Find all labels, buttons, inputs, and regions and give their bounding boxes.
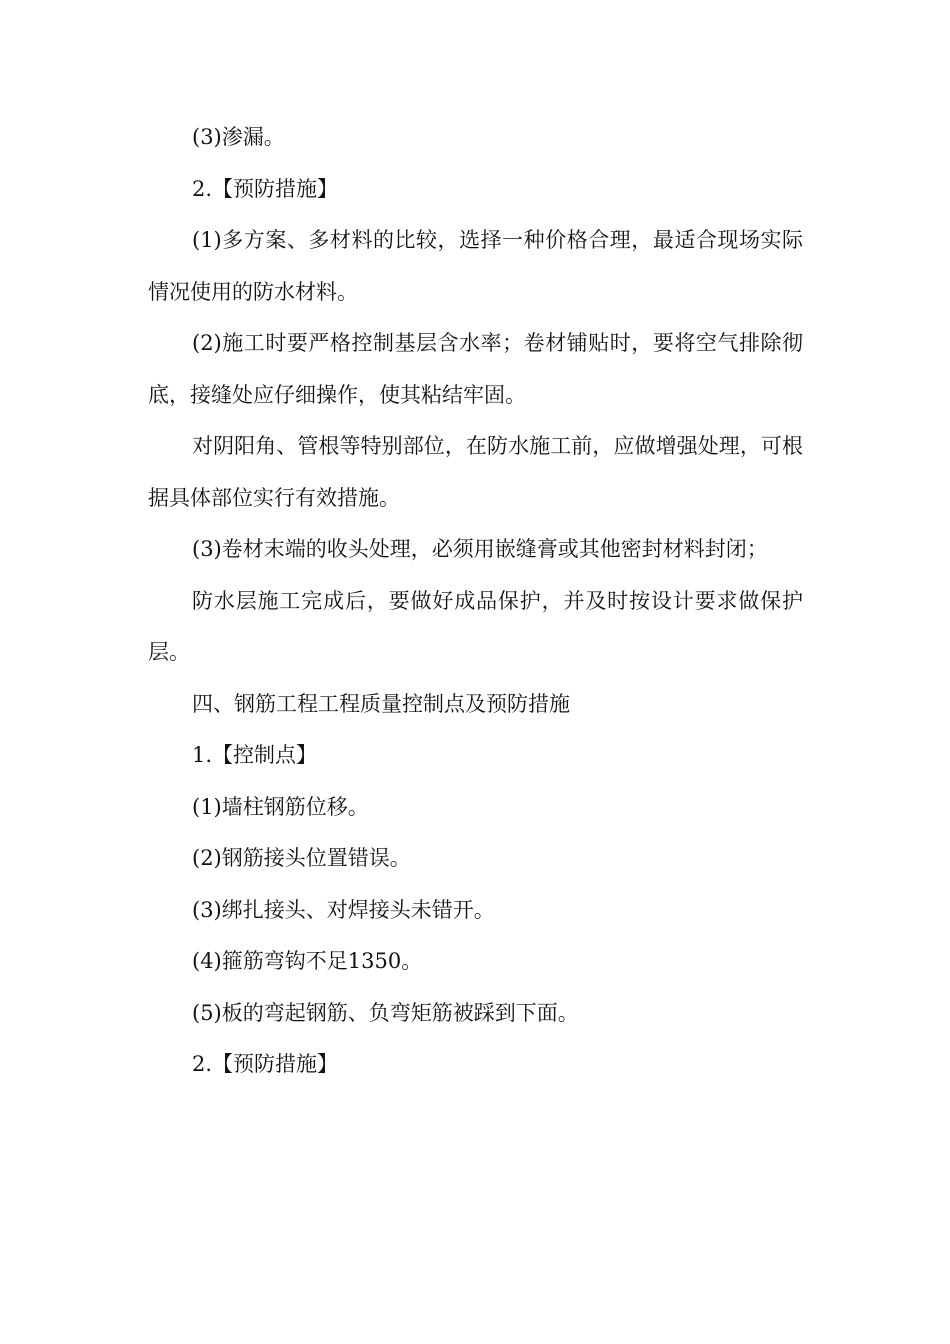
- paragraph-joint-staggering: (3)绑扎接头、对焊接头未错开。: [192, 897, 495, 922]
- paragraph-stirrup-hook: (4)箍筋弯钩不足1350。: [192, 949, 423, 973]
- document-body: [148, 112, 803, 1091]
- paragraph-bent-rebar: (5)板的弯起钢筋、负弯矩筋被踩到下面。: [192, 1000, 579, 1025]
- paragraph-protection-layer: 防水层施工完成后，要做好成品保护，并及时按设计要求做保护层。: [148, 588, 803, 664]
- paragraph-moisture-control: (2)施工时要严格控制基层含水率；卷材铺贴时，要将空气排除彻底，接缝处应仔细操作，使其粘结牢固。: [148, 331, 803, 407]
- paragraph-prevention-heading: 2.【预防措施】: [192, 176, 339, 201]
- section-heading-rebar: 四、钢筋工程工程质量控制点及预防措施: [192, 691, 570, 716]
- paragraph-corner-reinforcement: 对阴阳角、管根等特别部位，在防水施工前，应做增强处理，可根据具体部位实行有效措施。: [148, 434, 803, 510]
- paragraph-column-rebar-shift: (1)墙柱钢筋位移。: [192, 794, 369, 819]
- paragraph-end-sealing: (3)卷材末端的收头处理，必须用嵌缝膏或其他密封材料封闭；: [192, 537, 768, 561]
- paragraph-material-comparison: (1)多方案、多材料的比较，选择一种价格合理，最适合现场实际情况使用的防水材料。: [148, 228, 803, 304]
- paragraph-joint-position: (2)钢筋接头位置错误。: [192, 846, 411, 870]
- paragraph-leakage: (3)渗漏。: [192, 125, 285, 149]
- paragraph-control-points-heading: 1.【控制点】: [192, 743, 318, 767]
- paragraph-prevention-heading-2: 2.【预防措施】: [192, 1052, 339, 1076]
